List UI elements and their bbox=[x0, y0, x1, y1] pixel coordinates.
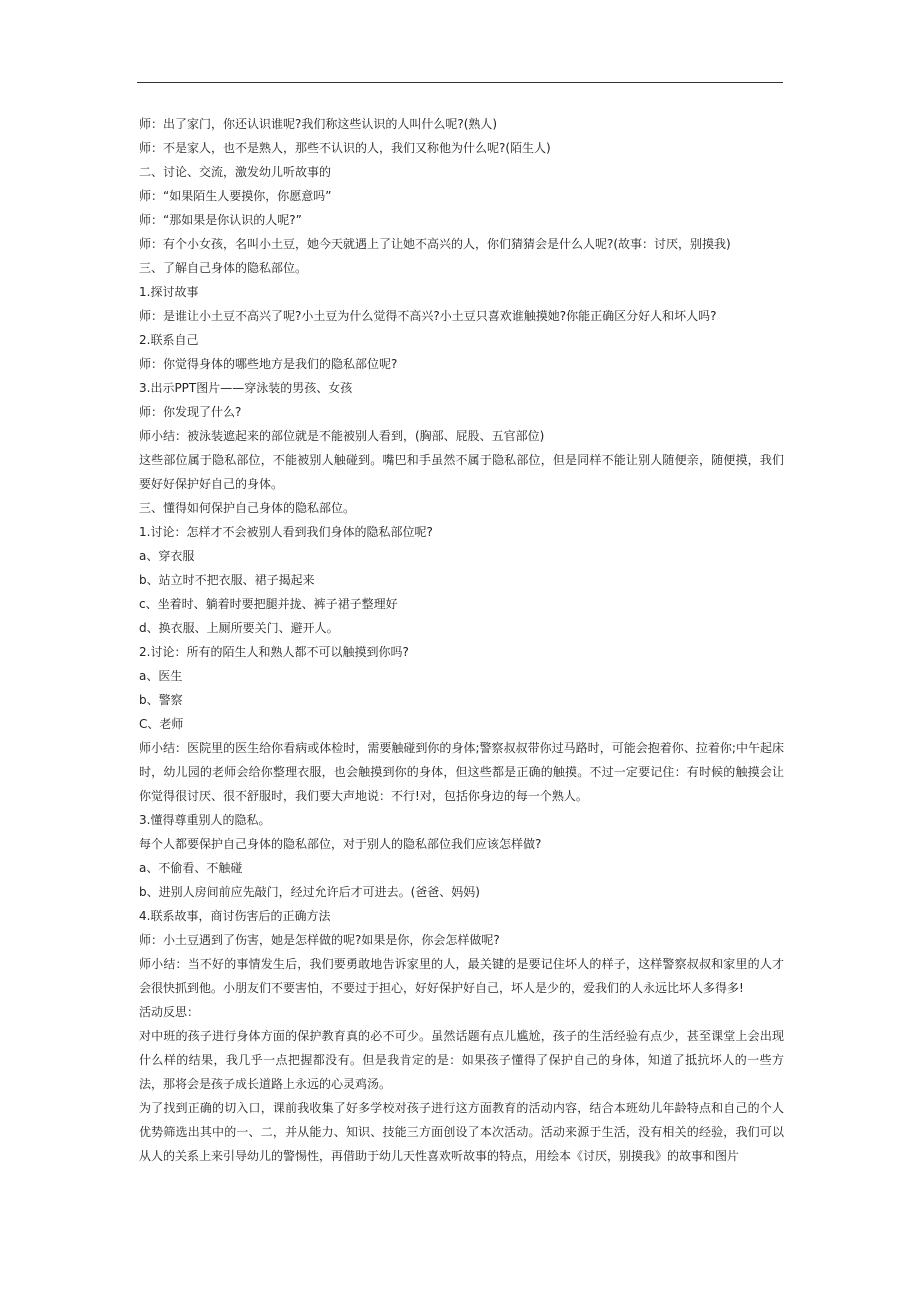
list-item: b、警察 bbox=[139, 693, 183, 707]
document-body bbox=[139, 112, 784, 1168]
subheading: 3.出示PPT图片——穿泳装的男孩、女孩 bbox=[139, 381, 353, 395]
section-heading: 三、懂得如何保护自己身体的隐私部位。 bbox=[139, 501, 356, 515]
header-rule bbox=[137, 82, 783, 83]
section-heading: 三、了解自己身体的隐私部位。 bbox=[139, 261, 308, 275]
subheading: 2.讨论：所有的陌生人和熟人都不可以触摸到你吗? bbox=[139, 645, 409, 659]
text-line: 师：不是家人，也不是熟人，那些不认识的人，我们又称他为什么呢?(陌生人) bbox=[139, 141, 551, 155]
subheading: 4.联系故事，商讨伤害后的正确方法 bbox=[139, 909, 331, 923]
paragraph: 为了找到正确的切入口，课前我收集了好多学校对孩子进行这方面教育的活动内容，结合本班幼儿年龄特点和自己的个人优势筛选出其中的一、二，并从能力、知识、技能三方面创设了本次活动。活动来源于生活，没有相关的经验，我们可以从人的关系上来引导幼儿的警惕性，再借助于幼儿天性喜欢听故事的特点，用绘本《讨厌，别摸我》的故事和图片 bbox=[139, 1101, 784, 1163]
subheading: 3.懂得尊重别人的隐私。 bbox=[139, 813, 271, 827]
paragraph: 师小结：当不好的事情发生后，我们要勇敢地告诉家里的人，最关键的是要记住坏人的样子，这样警察叔叔和家里的人才会很快抓到他。小朋友们不要害怕，不要过于担心，好好保护好自己，坏人是少的，爱我们的人永远比坏人多得多! bbox=[139, 957, 784, 995]
text-line: 师：“那如果是你认识的人呢?” bbox=[139, 213, 302, 227]
list-item: a、医生 bbox=[139, 669, 183, 683]
list-item: a、不偷看、不触碰 bbox=[139, 861, 243, 875]
text-line: 师：你觉得身体的哪些地方是我们的隐私部位呢? bbox=[139, 357, 398, 371]
text-line: 师：“如果陌生人要摸你，你愿意吗” bbox=[139, 189, 332, 203]
subheading: 2.联系自己 bbox=[139, 333, 199, 347]
text-line: 师：有个小女孩，名叫小土豆，她今天就遇上了让她不高兴的人，你们猜猜会是什么人呢?(故事：讨厌，别摸我) bbox=[139, 237, 731, 251]
subheading: 1.探讨故事 bbox=[139, 285, 199, 299]
list-item: b、站立时不把衣服、裙子揭起来 bbox=[139, 573, 315, 587]
section-heading: 二、讨论、交流，激发幼儿听故事的 bbox=[139, 165, 332, 179]
list-item: C、老师 bbox=[139, 717, 184, 731]
text-line: 师：是谁让小土豆不高兴了呢?小土豆为什么觉得不高兴?小土豆只喜欢谁触摸她?你能正确区分好人和坏人吗? bbox=[139, 309, 717, 323]
paragraph: 这些部位属于隐私部位，不能被别人触碰到。嘴巴和手虽然不属于隐私部位，但是同样不能让别人随便亲，随便摸，我们要好好保护好自己的身体。 bbox=[139, 453, 784, 491]
list-item: d、换衣服、上厕所要关门、避开人。 bbox=[139, 621, 339, 635]
text-line: 每个人都要保护自己身体的隐私部位，对于别人的隐私部位我们应该怎样做? bbox=[139, 837, 542, 851]
reflection-title: 活动反思： bbox=[139, 1005, 200, 1019]
list-item: c、坐着时、躺着时要把腿并拢、裤子裙子整理好 bbox=[139, 597, 398, 611]
list-item: b、进别人房间前应先敲门，经过允许后才可进去。(爸爸、妈妈) bbox=[139, 885, 480, 899]
paragraph: 师小结：医院里的医生给你看病或体检时，需要触碰到你的身体;警察叔叔带你过马路时，可能会抱着你、拉着你;中午起床时，幼儿园的老师会给你整理衣服，也会触摸到你的身体，但这些都是正确的触摸。不过一定要记住：有时候的触摸会让你觉得很讨厌、很不舒服时，我们要大声地说：不行!对，包括你身边的每一个熟人。 bbox=[139, 741, 784, 803]
text-line: 师：小土豆遇到了伤害，她是怎样做的呢?如果是你，你会怎样做呢? bbox=[139, 933, 500, 947]
paragraph: 对中班的孩子进行身体方面的保护教育真的必不可少。虽然话题有点儿尴尬，孩子的生活经验有点少，甚至课堂上会出现什么样的结果，我几乎一点把握都没有。但是我肯定的是：如果孩子懂得了保护自己的身体，知道了抵抗坏人的一些方法，那将会是孩子成长道路上永远的心灵鸡汤。 bbox=[139, 1029, 784, 1091]
subheading: 1.讨论：怎样才不会被别人看到我们身体的隐私部位呢? bbox=[139, 525, 433, 539]
text-line: 师：出了家门，你还认识谁呢?我们称这些认识的人叫什么呢?(熟人) bbox=[139, 117, 498, 131]
text-line: 师小结：被泳装遮起来的部位就是不能被别人看到，(胸部、屁股、五官部位) bbox=[139, 429, 545, 443]
text-line: 师：你发现了什么? bbox=[139, 405, 242, 419]
list-item: a、穿衣服 bbox=[139, 549, 195, 563]
